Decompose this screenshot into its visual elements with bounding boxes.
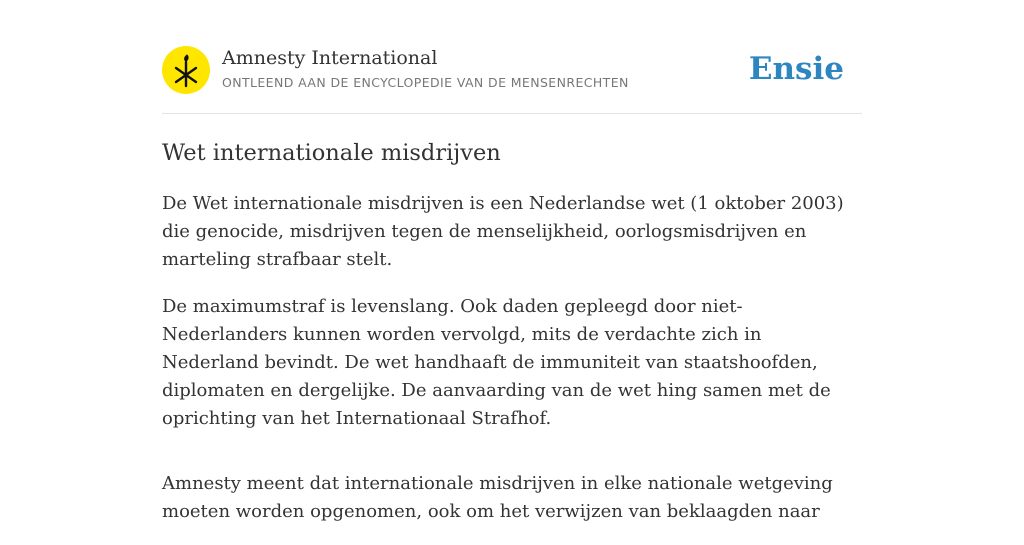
header bbox=[162, 46, 862, 114]
amnesty-candle-icon[interactable] bbox=[162, 46, 210, 94]
ensie-logo-link[interactable]: Ensie bbox=[748, 51, 844, 87]
article-body bbox=[162, 190, 862, 545]
article-paragraph: De Wet internationale misdrijven is een Nederlandse wet (1 oktober 2003) die genocide, misdrijven tegen de menselijkheid, oorlogsmisdrijven en marteling strafbaar stelt. bbox=[162, 193, 844, 270]
article-paragraph: De maximumstraf is levenslang. Ook daden gepleegd door niet-Nederlanders kunnen worden vervolgd, mits de verdachte zich in Nederland bevindt. De wet handhaaft de immuniteit van staatshoofden, diplomaten en dergelijke. De aanvaarding van de wet hing samen met de oprichting van het Internationaal Strafhof. bbox=[162, 296, 831, 429]
article-title: Wet internationale misdrijven bbox=[162, 140, 501, 166]
org-name[interactable]: Amnesty International bbox=[222, 47, 438, 69]
article-paragraph: Amnesty meent dat internationale misdrijven in elke nationale wetgeving moeten worden opgenomen, ook om het verwijzen van beklaagden naar bbox=[162, 473, 833, 522]
header-subtitle: ONTLEEND AAN DE ENCYCLOPEDIE VAN DE MENSENRECHTEN bbox=[222, 75, 629, 90]
page bbox=[162, 0, 862, 522]
